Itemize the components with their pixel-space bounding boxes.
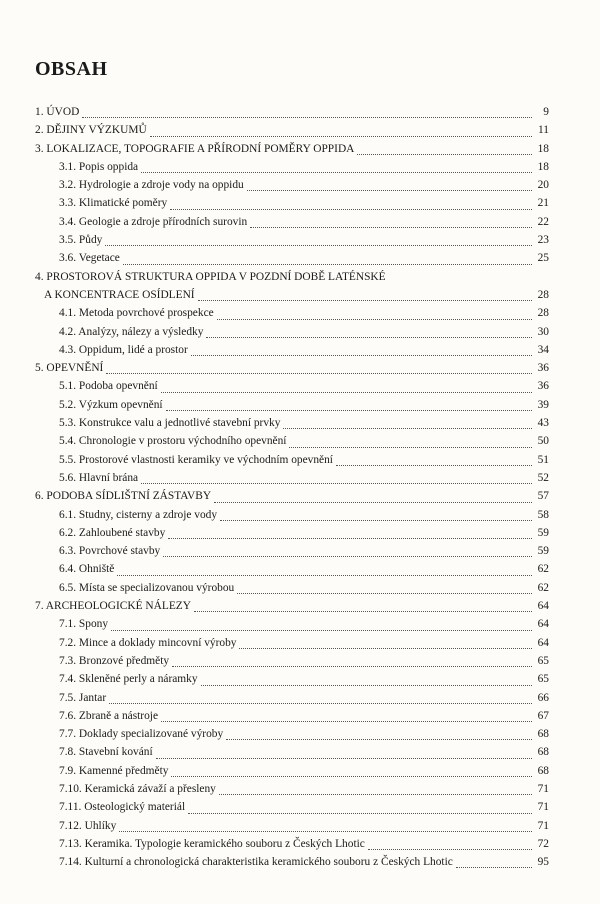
dot-leader: [123, 263, 532, 265]
toc-entry-page-number: 36: [537, 380, 549, 393]
toc-entry: [35, 487, 549, 505]
dot-leader: [156, 757, 532, 759]
dot-leader: [111, 629, 532, 631]
dot-leader: [201, 684, 532, 686]
dot-leader: [283, 427, 532, 429]
toc-entry-title: 5.2. Výzkum opevnění: [59, 398, 163, 411]
toc-entry-page-number: 68: [537, 728, 549, 741]
dot-leader: [171, 775, 532, 777]
toc-entry-page-number: 34: [537, 343, 549, 356]
toc-entry-page-number: 65: [537, 654, 549, 667]
dot-leader: [105, 244, 532, 246]
toc-entry-page-number: 68: [537, 746, 549, 759]
toc-entry-page-number: 51: [537, 453, 549, 466]
toc-entry-title: 6. PODOBA SÍDLIŠTNÍ ZÁSTAVBY: [35, 490, 212, 503]
toc-entry-page-number: 58: [537, 508, 549, 521]
toc-entry-title: 3.4. Geologie a zdroje přírodních surovin: [59, 215, 248, 228]
dot-leader: [161, 720, 532, 722]
dot-leader: [166, 409, 532, 411]
dot-leader: [141, 171, 532, 173]
toc-entry-title: 2. DĚJINY VÝZKUMŮ: [35, 124, 147, 137]
dot-leader: [250, 226, 532, 228]
dot-leader: [206, 336, 532, 338]
toc-entry: [35, 689, 549, 707]
dot-leader: [198, 299, 532, 301]
dot-leader: [226, 738, 532, 740]
dot-leader: [247, 189, 532, 191]
table-of-contents: [35, 103, 549, 871]
toc-entry: [35, 213, 549, 231]
toc-entry-page-number: 64: [537, 636, 549, 649]
dot-leader: [194, 610, 532, 612]
toc-entry-title: 1. ÚVOD: [35, 106, 80, 118]
dot-leader: [168, 537, 532, 539]
toc-entry: [35, 634, 549, 652]
toc-entry-title: 7.1. Spony: [59, 618, 109, 631]
toc-entry-title: 5.3. Konstrukce valu a jednotlivé stavební prvky: [59, 417, 281, 430]
toc-entry: [35, 286, 549, 304]
toc-entry-page-number: 11: [538, 124, 549, 137]
toc-entry: [35, 268, 549, 286]
toc-entry: [35, 542, 549, 560]
toc-entry: [35, 194, 549, 212]
toc-entry-title: 4. PROSTOROVÁ STRUKTURA OPPIDA V POZDNÍ DOBĚ LATÉNSKÉ: [35, 270, 386, 283]
dot-leader: [336, 464, 532, 466]
toc-entry-title: 7.6. Zbraně a nástroje: [59, 709, 158, 722]
toc-entry: [35, 652, 549, 670]
toc-entry-title: 3.5. Půdy: [59, 234, 103, 247]
toc-entry-title: 6.5. Místa se specializovanou výrobou: [59, 581, 235, 594]
toc-entry-page-number: 36: [537, 362, 549, 375]
toc-entry-title: 7.14. Kulturní a chronologická charakteristika keramického souboru z Českých Lhotic: [59, 856, 453, 869]
toc-entry-title: 4.3. Oppidum, lidé a prostor: [59, 343, 188, 356]
dot-leader: [456, 866, 532, 868]
toc-entry: [35, 743, 549, 761]
dot-leader: [161, 391, 532, 393]
toc-entry-page-number: 52: [537, 471, 549, 484]
dot-leader: [163, 555, 532, 557]
dot-leader: [368, 848, 532, 850]
toc-entry-page-number: 62: [537, 581, 549, 594]
toc-entry-title: 6.3. Povrchové stavby: [59, 545, 161, 558]
toc-entry: [35, 597, 549, 615]
toc-entry: [35, 103, 549, 121]
toc-entry-title: 3.3. Klimatické poměry: [59, 197, 168, 210]
dot-leader: [289, 446, 532, 448]
toc-entry-page-number: 50: [537, 435, 549, 448]
dot-leader: [150, 135, 532, 137]
dot-leader: [357, 153, 532, 155]
toc-entry-page-number: 65: [537, 673, 549, 686]
toc-entry: [35, 176, 549, 194]
toc-entry-page-number: 71: [537, 801, 549, 814]
toc-entry-title: 3.6. Vegetace: [59, 252, 120, 265]
toc-entry: [35, 341, 549, 359]
toc-entry: [35, 817, 549, 835]
toc-entry-title: 7.2. Mince a doklady mincovní výroby: [59, 636, 237, 649]
toc-entry: [35, 140, 549, 158]
toc-entry-title: 7.5. Jantar: [59, 691, 107, 704]
toc-entry-title: 6.1. Studny, cisterny a zdroje vody: [59, 508, 218, 521]
toc-entry-page-number: 95: [537, 856, 549, 869]
toc-entry-title: 5.1. Podoba opevnění: [59, 380, 158, 393]
toc-entry-page-number: 18: [537, 160, 549, 173]
dot-leader: [188, 812, 532, 814]
toc-entry-page-number: 28: [537, 307, 549, 320]
toc-entry-title: 7.4. Skleněné perly a náramky: [59, 673, 198, 686]
toc-entry-title: 6.2. Zahloubené stavby: [59, 526, 166, 539]
toc-entry: [35, 414, 549, 432]
toc-entry: [35, 670, 549, 688]
dot-leader: [217, 318, 532, 320]
toc-entry-page-number: 43: [537, 417, 549, 430]
toc-entry-title: 5.5. Prostorové vlastnosti keramiky ve východním opevnění: [59, 453, 333, 466]
toc-entry-page-number: 71: [537, 782, 549, 795]
toc-entry: [35, 579, 549, 597]
page-title: OBSAH: [35, 58, 108, 80]
toc-entry-page-number: 68: [537, 764, 549, 777]
dot-leader: [106, 372, 532, 374]
dot-leader: [389, 282, 532, 283]
toc-entry: [35, 560, 549, 578]
toc-entry: [35, 615, 549, 633]
dot-leader: [82, 116, 532, 118]
toc-entry: [35, 835, 549, 853]
dot-leader: [119, 830, 532, 832]
toc-entry-page-number: 39: [537, 398, 549, 411]
toc-entry-title: 3.2. Hydrologie a zdroje vody na oppidu: [59, 179, 244, 192]
dot-leader: [239, 647, 532, 649]
toc-entry-page-number: 62: [537, 563, 549, 576]
toc-entry-title: 3. LOKALIZACE, TOPOGRAFIE A PŘÍRODNÍ POMĚRY OPPIDA: [35, 142, 355, 155]
toc-entry-page-number: 22: [537, 215, 549, 228]
toc-entry-title: 4.2. Analýzy, nálezy a výsledky: [59, 325, 204, 338]
toc-entry-page-number: 71: [537, 819, 549, 832]
toc-entry: [35, 469, 549, 487]
toc-entry-title: 7.7. Doklady specializované výroby: [59, 728, 224, 741]
toc-entry-page-number: 25: [537, 252, 549, 265]
toc-entry: [35, 762, 549, 780]
toc-entry-page-number: 64: [537, 618, 549, 631]
toc-entry: [35, 725, 549, 743]
toc-entry-title: 7.12. Uhlíky: [59, 819, 117, 832]
dot-leader: [172, 665, 532, 667]
toc-entry-page-number: 23: [537, 234, 549, 247]
toc-entry-page-number: 59: [537, 526, 549, 539]
dot-leader: [170, 208, 532, 210]
toc-entry: [35, 853, 549, 871]
toc-entry-title: 7.13. Keramika. Typologie keramického souboru z Českých Lhotic: [59, 837, 365, 850]
toc-entry-page-number: 57: [537, 490, 549, 503]
toc-entry-page-number: 20: [537, 179, 549, 192]
toc-entry: [35, 158, 549, 176]
toc-entry: [35, 377, 549, 395]
toc-entry: [35, 231, 549, 249]
toc-entry-page-number: 21: [537, 197, 549, 210]
toc-entry: [35, 798, 549, 816]
dot-leader: [220, 519, 532, 521]
toc-entry-title: 7.11. Osteologický materiál: [59, 801, 186, 814]
toc-entry-title: 7.10. Keramická závaží a přesleny: [59, 782, 216, 795]
toc-entry-title: 3.1. Popis oppida: [59, 160, 139, 173]
toc-entry: [35, 396, 549, 414]
toc-entry-page-number: 67: [537, 709, 549, 722]
toc-entry: [35, 304, 549, 322]
dot-leader: [191, 354, 532, 356]
dot-leader: [219, 793, 532, 795]
toc-entry-page-number: 64: [537, 600, 549, 613]
toc-entry-page-number: 9: [543, 106, 549, 118]
toc-entry-page-number: 59: [537, 545, 549, 558]
toc-entry: [35, 359, 549, 377]
dot-leader: [109, 702, 532, 704]
dot-leader: [141, 482, 532, 484]
toc-entry: [35, 524, 549, 542]
toc-entry: [35, 249, 549, 267]
toc-entry-page-number: 72: [537, 837, 549, 850]
toc-entry-title: 7. ARCHEOLOGICKÉ NÁLEZY: [35, 600, 191, 613]
toc-entry: [35, 451, 549, 469]
toc-entry-title: 7.9. Kamenné předměty: [59, 764, 169, 777]
toc-entry-title: 4.1. Metoda povrchové prospekce: [59, 307, 214, 320]
dot-leader: [214, 501, 532, 503]
toc-entry-page-number: 28: [537, 288, 549, 301]
toc-entry-page-number: 66: [537, 691, 549, 704]
toc-entry: [35, 707, 549, 725]
toc-entry-page-number: 30: [537, 325, 549, 338]
dot-leader: [237, 592, 532, 594]
toc-entry-title: 5.4. Chronologie v prostoru východního opevnění: [59, 435, 287, 448]
toc-entry-title: 7.8. Stavební kování: [59, 746, 153, 759]
toc-entry-title: 5.6. Hlavní brána: [59, 471, 139, 484]
toc-entry: [35, 323, 549, 341]
toc-entry: [35, 432, 549, 450]
toc-entry-title: 6.4. Ohniště: [59, 563, 115, 576]
toc-entry-title: 7.3. Bronzové předměty: [59, 654, 170, 667]
dot-leader: [117, 574, 532, 576]
toc-entry-page-number: 18: [537, 142, 549, 155]
toc-entry: [35, 121, 549, 139]
toc-entry: [35, 780, 549, 798]
toc-entry-title: A KONCENTRACE OSÍDLENÍ: [44, 288, 195, 301]
toc-entry: [35, 506, 549, 524]
toc-entry-title: 5. OPEVNĚNÍ: [35, 362, 104, 375]
